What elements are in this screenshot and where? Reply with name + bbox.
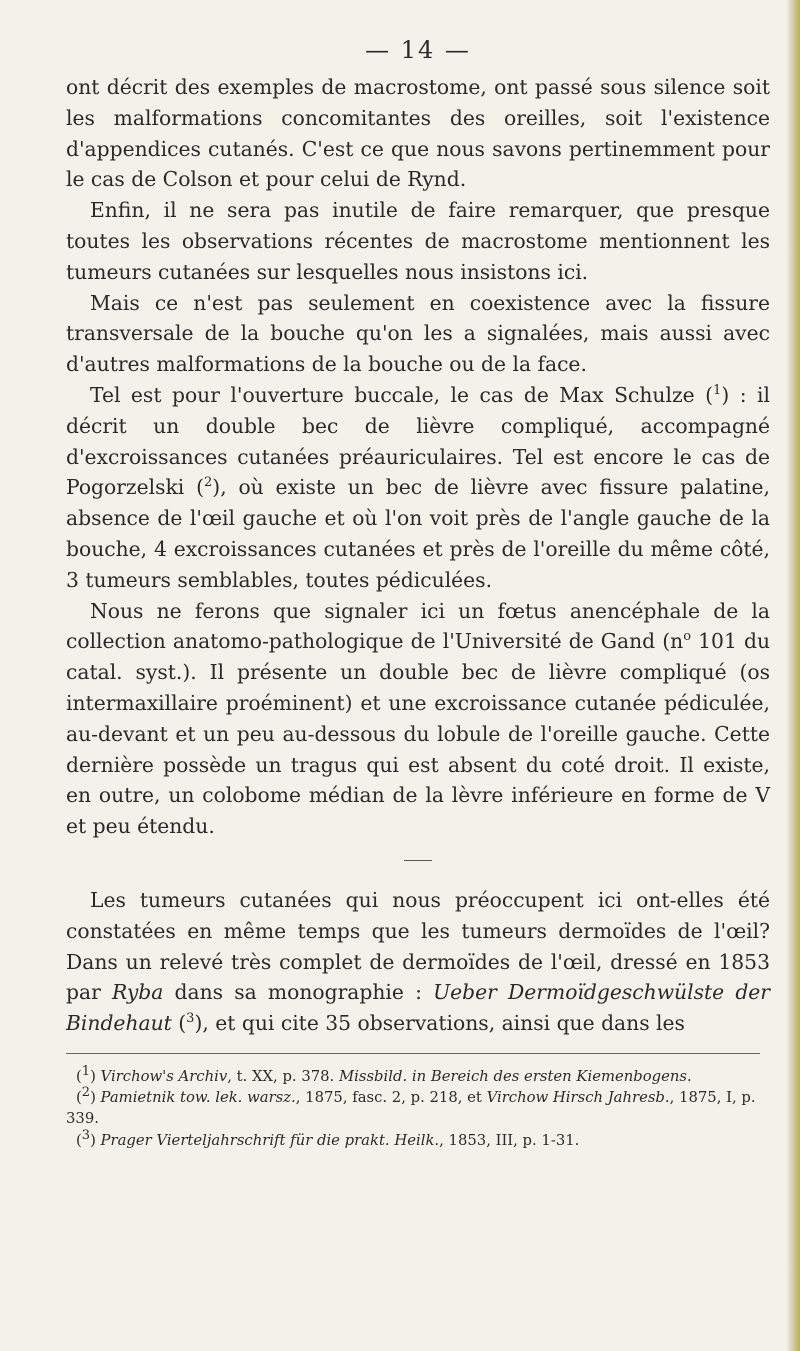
paragraph-text: dans sa monographie : bbox=[163, 980, 434, 1005]
section-separator bbox=[404, 860, 432, 861]
paragraph bbox=[66, 885, 770, 1039]
footnote-text: , 1853, III, p. 1-31. bbox=[439, 1131, 580, 1149]
paragraph bbox=[66, 195, 770, 287]
paragraph-text: ), et qui cite 35 observations, ainsi que dans les bbox=[194, 1011, 685, 1036]
page-edge-discoloration bbox=[786, 0, 800, 1351]
footnote-italic-text: Virchow's Archiv bbox=[100, 1067, 228, 1085]
footnote-italic-text: Missbild. in Bereich des ersten Kiemenbogens bbox=[338, 1067, 688, 1085]
paragraph bbox=[66, 380, 770, 596]
paragraph-text: ) : il décrit un double bec de lièvre compliqué, accompagné d'excroissances cutanées préauriculaires. Tel est encore le cas de Pogorzelski ( bbox=[66, 382, 770, 500]
footnote-text: ( bbox=[76, 1089, 82, 1107]
paragraph-text: Nous ne ferons que signaler ici un fœtus anencéphale de la collection anatomo-pathologique de l'Université de Gand (n bbox=[66, 598, 770, 654]
paragraph-text: Enfin, il ne sera pas inutile de faire remarquer, que presque toutes les observations récentes de macrostome mentionnent les tumeurs cutanées sur lesquelles nous insistons ici. bbox=[66, 198, 770, 284]
paragraph-text: ont décrit des exemples de macrostome, ont passé sous silence soit les malformations concomitantes des oreilles, soit l'existence d'appendices cutanés. C'est ce que nous savons pertinemment pour le cas de Colson et pour celui de Rynd. bbox=[66, 75, 770, 192]
paragraph-italic-text: Ueber Dermoïdgeschwülste der Bindehaut bbox=[66, 980, 770, 1036]
paragraph-text: Mais ce n'est pas seulement en coexistence avec la fissure transversale de la bouche qu'on les a signalées, mais aussi avec d'autres malformations de la bouche ou de la face. bbox=[66, 290, 770, 377]
footnote-text: ) bbox=[90, 1089, 101, 1107]
footnote-superscript: 1 bbox=[81, 1063, 91, 1079]
paragraph bbox=[66, 596, 770, 842]
footnote-text: . bbox=[687, 1067, 692, 1085]
paragraph-superscript: 1 bbox=[713, 383, 722, 399]
paragraph-text: ( bbox=[171, 1011, 187, 1036]
paragraph-text: Les tumeurs cutanées qui nous préoccupent ici ont-elles été constatées en même temps que les tumeurs dermoïdes de l'œil? Dans un relevé très complet de dermoïdes de l'œil, dressé en 1853 par bbox=[66, 887, 770, 1005]
footnote bbox=[66, 1063, 770, 1087]
footnote-text: ( bbox=[76, 1131, 82, 1149]
footnote-superscript: 2 bbox=[81, 1085, 91, 1101]
footnote-text: , 1875, fasc. 2, p. 218, et bbox=[295, 1089, 487, 1107]
footnote-text: , t. XX, p. 378. bbox=[227, 1067, 339, 1085]
paragraph-superscript: 3 bbox=[186, 1011, 195, 1027]
footnote-superscript: 3 bbox=[81, 1127, 91, 1143]
paragraph-italic-text: Ryba bbox=[111, 980, 164, 1005]
paragraph-superscript: o bbox=[683, 629, 692, 645]
body-text bbox=[66, 72, 770, 1039]
footnote-italic-text: Pamietnik tow. lek. warsz. bbox=[100, 1089, 296, 1107]
footnote-rule bbox=[66, 1053, 760, 1054]
footnote-italic-text: Virchow Hirsch Jahresb. bbox=[486, 1089, 670, 1107]
footnote-text: ( bbox=[76, 1067, 82, 1085]
paragraph-text: Tel est pour l'ouverture buccale, le cas de Max Schulze ( bbox=[90, 382, 714, 407]
footnote-text: ) bbox=[90, 1131, 101, 1149]
paragraph-text: 101 du catal. syst.). Il présente un double bec de lièvre compliqué (os intermaxillaire proéminent) et une excroissance cutanée pédiculée, au-devant et un peu au-dessous du lobule de l'oreille gauche. Cette dernière possède un tragus qui est absent du coté droit. Il existe, en outre, un colobome médian de la lèvre inférieure en forme de V et peu étendu. bbox=[66, 629, 771, 839]
footnote-text: , 1875, I, p. 339. bbox=[66, 1089, 756, 1128]
footnotes bbox=[66, 1063, 770, 1151]
footnote bbox=[66, 1127, 770, 1151]
paragraph bbox=[66, 72, 770, 195]
footnote-italic-text: Prager Vierteljahrschrift für die prakt. Heilk. bbox=[100, 1131, 440, 1149]
book-page bbox=[66, 35, 770, 1151]
paragraph-superscript: 2 bbox=[204, 475, 213, 491]
paragraph-text: ), où existe un bec de lièvre avec fissure palatine, absence de l'œil gauche et où l'on voit près de l'angle gauche de la bouche, 4 excroissances cutanées et près de l'oreille du même côté, 3 tumeurs semblables, toutes pédiculées. bbox=[66, 475, 770, 592]
page-number: — 14 — bbox=[365, 36, 471, 64]
footnote-text: ) bbox=[90, 1067, 101, 1085]
paragraph bbox=[66, 288, 770, 380]
footnote bbox=[66, 1087, 770, 1129]
